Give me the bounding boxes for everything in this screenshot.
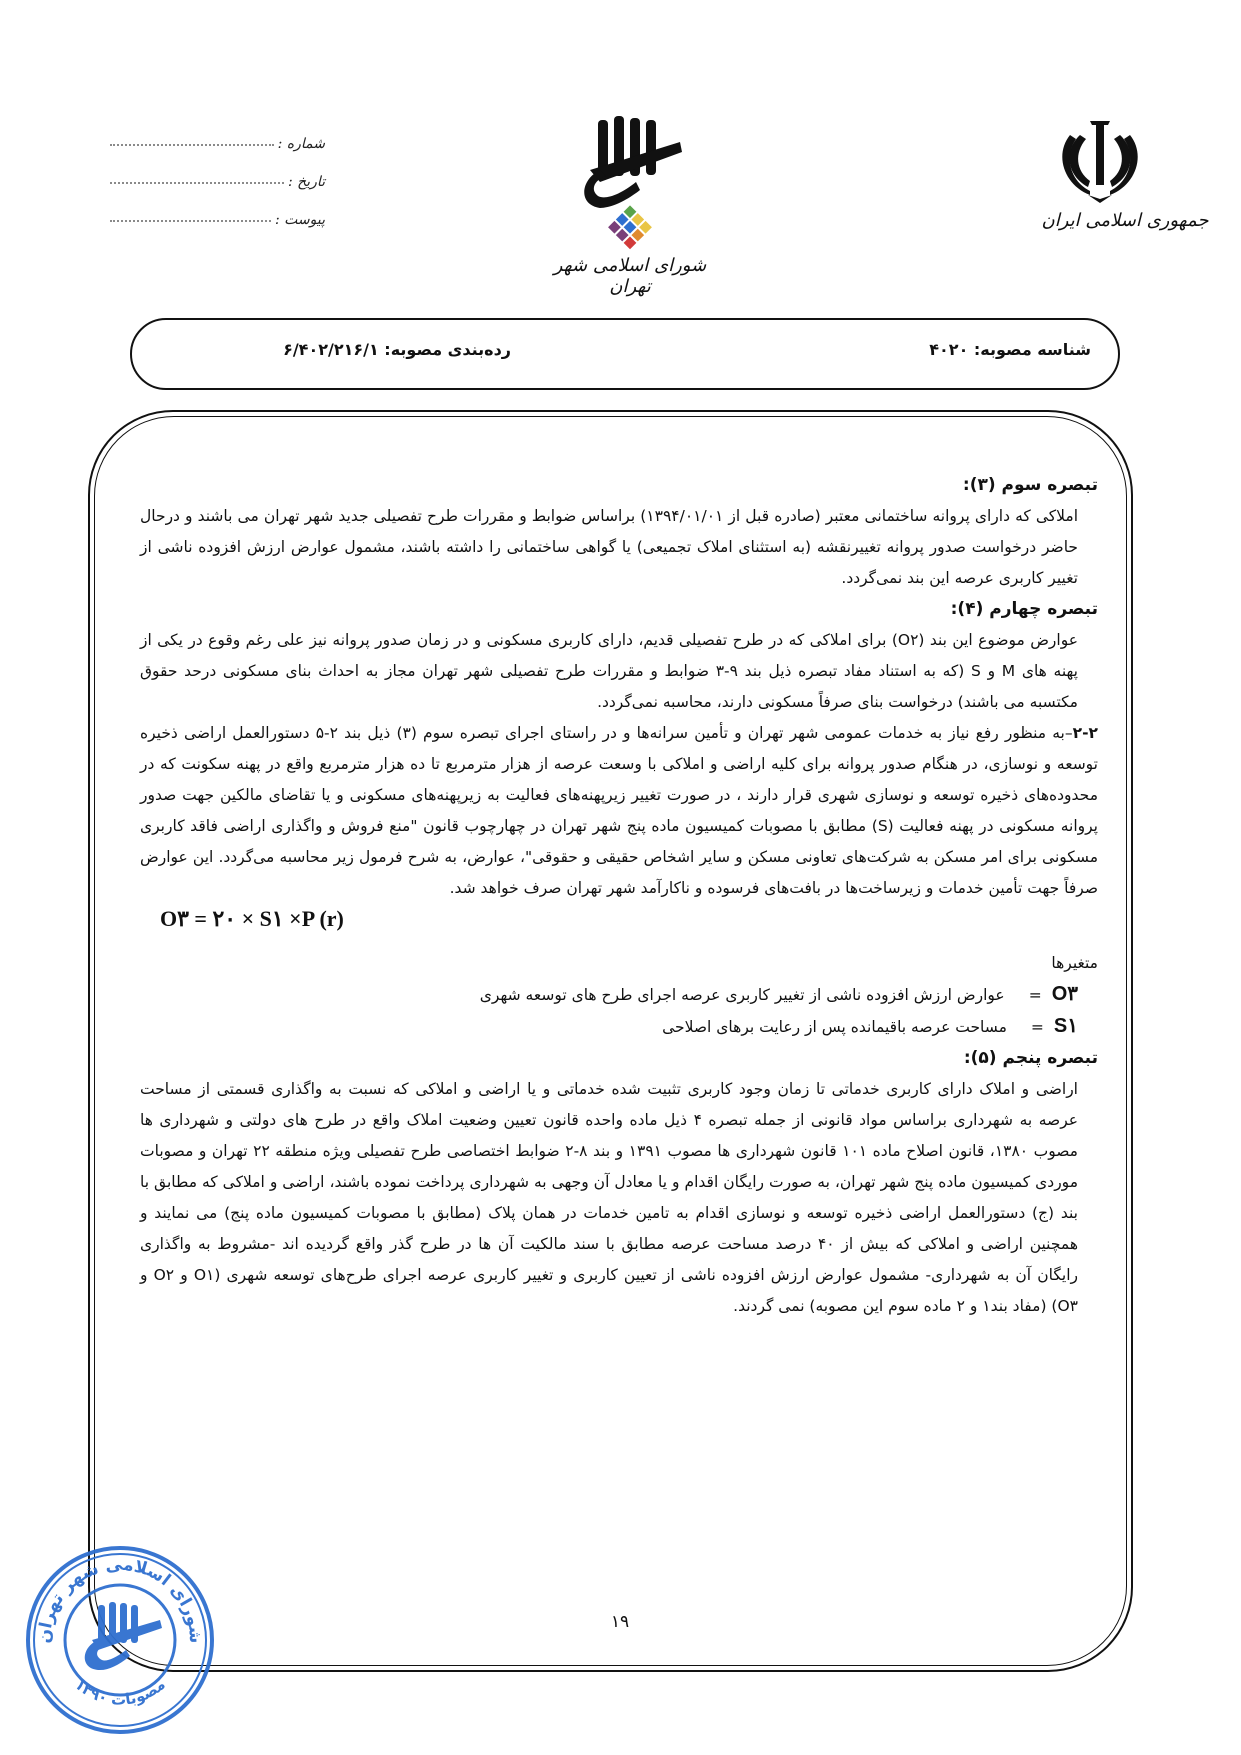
variable-symbol: S۱ [1053, 1015, 1078, 1037]
clause-2-2 [140, 718, 1098, 904]
variable-equals: = [1028, 986, 1042, 1004]
note3-text: املاکی که دارای پروانه ساختمانی معتبر (صادره قبل از ۱۳۹۴/۰۱/۰۱) براساس ضوابط و مقررات طرح تفصیلی جدید شهر تهران می باشند و درحال حاضر درخواست صدور پروانه تغییرنقشه (به استثنای املاک تجمیعی) یا گواهی ساختمانی را داشته باشند، مشمول عوارض ارزش افزوده ناشی از تغییر کاربری عرصه این بند نمی‌گردد. [140, 507, 1078, 587]
date-dotted-line [110, 182, 284, 184]
clause-2-2-number: ۲-۲ [1072, 724, 1098, 742]
svg-text:مصوبات ۱۳۹۰ [71, 1675, 168, 1708]
variable-row [140, 1011, 1098, 1043]
resolution-id-value: ۴۰۲۰ [929, 340, 969, 359]
variable-symbol: O۳ [1051, 983, 1078, 1005]
tehran-council-logo-icon [570, 110, 690, 260]
number-field [110, 122, 325, 152]
council-seal-stamp-icon [20, 1540, 220, 1740]
resolution-id [929, 340, 1091, 359]
variables-heading: متغیرها [1051, 954, 1098, 972]
attachment-field [110, 198, 325, 228]
variable-equals: = [1030, 1018, 1044, 1036]
number-label: شماره : [277, 136, 325, 152]
number-dotted-line [110, 144, 274, 146]
seal-text-bottom: مصوبات ۱۳۹۰ [71, 1675, 169, 1709]
variable-description: عوارض ارزش افزوده ناشی از تغییر کاربری عرصه اجرای طرح های توسعه شهری [479, 986, 1005, 1004]
iran-emblem-icon [1060, 115, 1140, 205]
note4-heading: تبصره چهارم (۴): [950, 599, 1098, 619]
date-field [110, 160, 325, 190]
resolution-id-label: شناسه مصوبه: [973, 340, 1091, 359]
date-label: تاریخ : [287, 174, 325, 190]
note5-heading: تبصره پنجم (۵): [963, 1048, 1098, 1068]
attachment-dotted-line [110, 220, 271, 222]
classification-value: ۶/۴۰۲/۲۱۶/۱ [283, 340, 379, 359]
document-body [140, 470, 1098, 1322]
variable-row [140, 979, 1098, 1011]
classification-label: رده‌بندی مصوبه: [384, 340, 511, 359]
note5-text: اراضی و املاک دارای کاربری خدماتی تا زمان وجود کاربری تثبیت شده خدماتی و یا اراضی و املاکی که نسبت به واگذاری قسمتی از مساحت عرصه به شهرداری براساس مواد قانونی از جمله تبصره ۴ ذیل ماده واحده قانون تعیین وضعیت املاک واقع در طرح های دولتی و شهرداری ها مصوب ۱۳۸۰، قانون اصلاح ماده ۱۰۱ قانون شهرداری ها مصوب ۱۳۹۱ و بند ۸-۲ ضوابط اختصاصی طرح تفصیلی ویژه منطقه ۲۲ تهران و مصوبات موردی کمیسیون ماده پنج شهر تهران، به صورت رایگان اقدام و یا معادل آن وجهی به شهرداری پرداخت نموده باشند، اراضی و املاکی که مطابق با بند (ج) دستورالعمل اراضی ذخیره توسعه و نوسازی اقدام به تامین خدمات در همان پلاک (مطابق با مصوبات کمیسیون ماده پنج) می نمایند و همچنین اراضی و املاکی که بیش از ۴۰ درصد مساحت عرصه مطابق با سند مالکیت آن ها در طرح گذر واقع گردیده اند -مشروط به واگذاری رایگان آن به شهرداری- مشمول عوارض ارزش افزوده ناشی از تعیین کاربری و تغییر کاربری عرصه اجرای طرح‌های توسعه شهری (O۱ و O۲ و O۳) (مفاد بند۱ و ۲ ماده سوم این مصوبه) نمی گردند. [140, 1080, 1079, 1315]
attachment-label: پیوست : [275, 212, 325, 228]
council-logo-caption: شورای اسلامی شهر تهران [553, 255, 707, 297]
variable-description: مساحت عرصه باقیمانده پس از رعایت برهای اصلاحی [662, 1018, 1007, 1036]
seal-text-top: شورای اسلامی شهر تهران [34, 1554, 206, 1644]
formula: O۳ = ۲۰ × S۱ ×P (r) [160, 906, 344, 931]
page-number: ۱۹ [610, 1612, 630, 1632]
note4-text: عوارض موضوع این بند (O۲) برای املاکی که در طرح تفصیلی قدیم، دارای کاربری مسکونی و در زمان صدور پروانه نیز علی رغم وقوع در یکی از پهنه های M و S (که به استناد مفاد تبصره ذیل بند ۹-۳ ضوابط و مقررات طرح تفصیلی شهر تهران مجاز به احداث بنای مسکونی درحد حقوق مکتسبه می باشند) درخواست بنای صرفاً مسکونی دارند، محاسبه نمی‌گردد. [140, 631, 1078, 711]
clause-2-2-text: –به منظور رفع نیاز به خدمات عمومی شهر تهران و تأمین سرانه‌ها و در راستای اجرای تبصره سوم (۳) ذیل بند ۲-۵ دستورالعمل اراضی ذخیره توسعه و نوسازی، در هنگام صدور پروانه برای کلیه اراضی و املاکی با وسعت عرصه از هزار مترمربع تا ده هزار مترمربع واقع در پهنه سکونت که در محدوده‌های ذخیره توسعه و نوسازی شهری قرار دارند ، در صورت تغییر زیرپهنه‌های فعالیت به زیرپهنه‌های مسکونی و یا تقاضای مالکین جهت صدور پروانه مسکونی در پهنه فعالیت (S) مطابق با مصوبات کمیسیون ماده پنج شهر تهران در چهارچوب قانون "منع فروش و واگذاری اراضی فاقد کاربری مسکونی برای امر مسکن به شرکت‌های تعاونی مسکن و سایر اشخاص حقیقی و حقوقی"، عوارض، به شرح فرمول زیر محاسبه می‌گردد. این عوارض صرفاً جهت تأمین خدمات و زیرساخت‌ها در بافت‌های فرسوده و ناکارآمد شهر تهران صرف خواهد شد. [140, 724, 1098, 897]
note3-heading: تبصره سوم (۳): [962, 475, 1098, 495]
resolution-classification [283, 340, 511, 359]
emblem-caption: جمهوری اسلامی ایران [1041, 210, 1209, 231]
